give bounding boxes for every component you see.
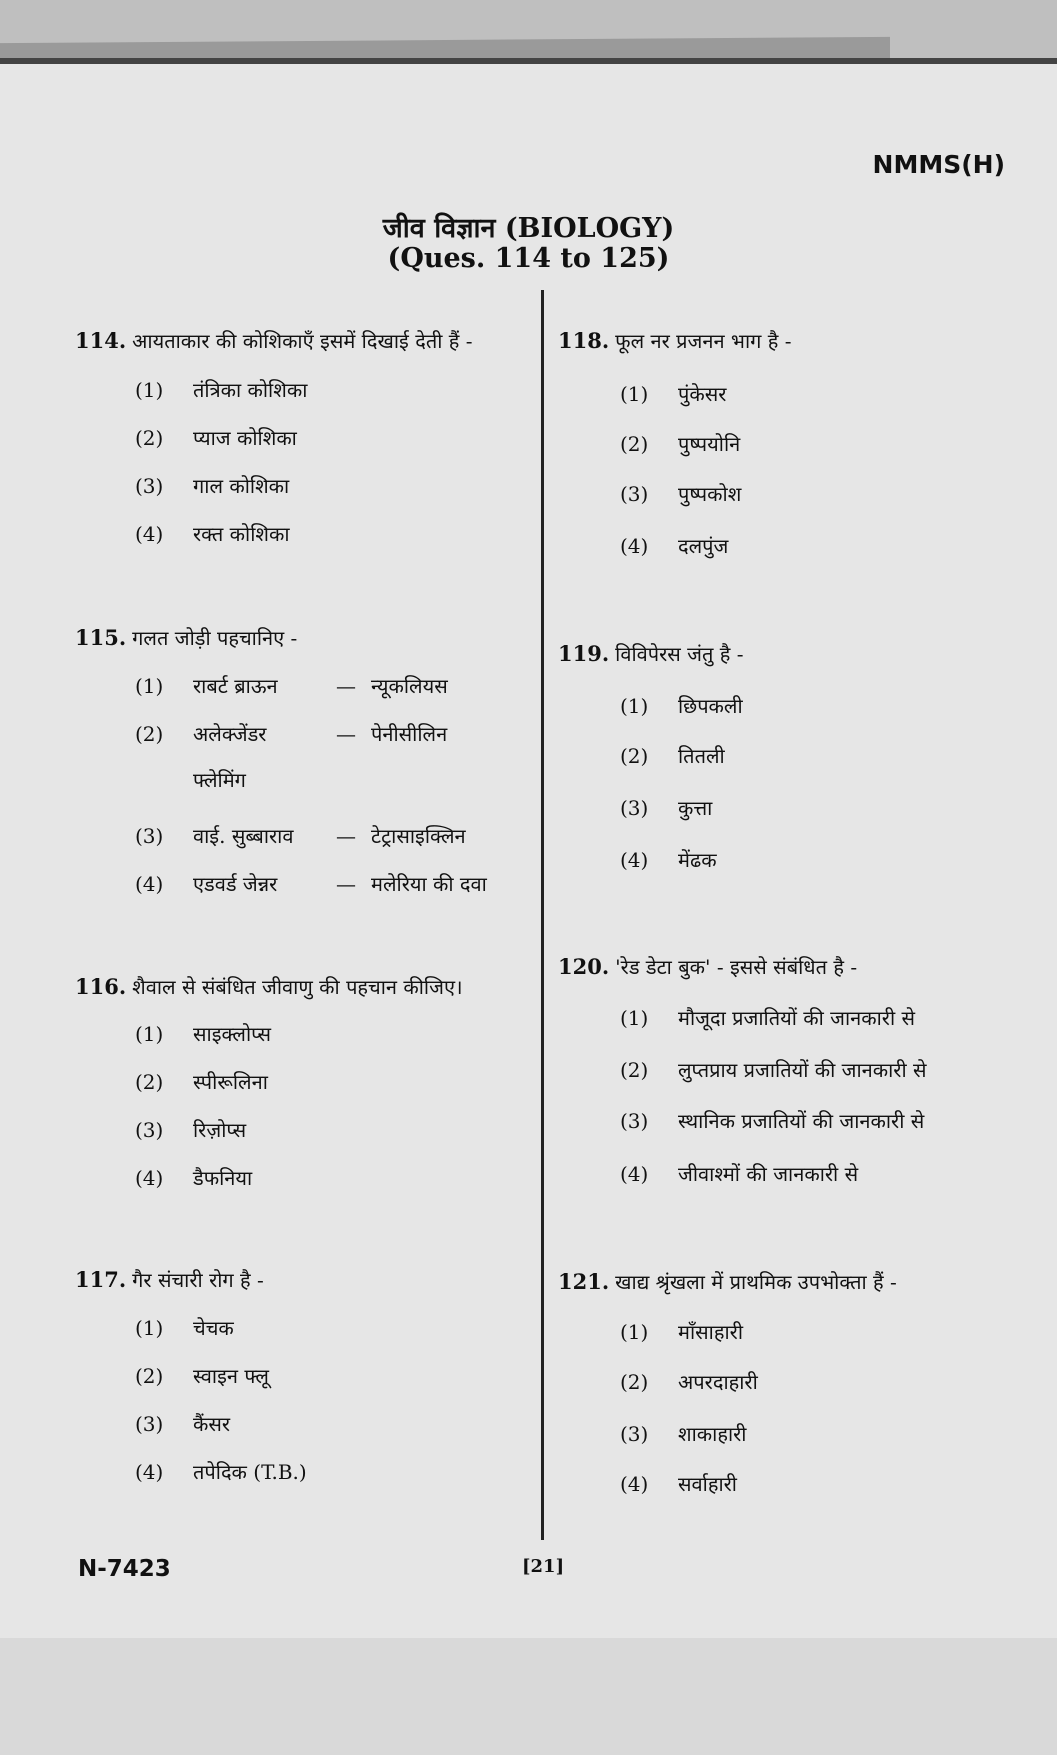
- question-115: [75, 624, 297, 651]
- option-116-2[interactable]: (2) स्पीरूलिना: [135, 1070, 268, 1094]
- section-title: जीव विज्ञान (BIOLOGY): [382, 213, 675, 244]
- section-subtitle: (Ques. 114 to 125): [387, 243, 670, 274]
- option-119-2[interactable]: (2) तितली: [620, 744, 725, 768]
- option-115-2[interactable]: (2) अलेक्जेंडर — पेनीसीलिन: [135, 722, 448, 746]
- question-114: [75, 327, 473, 354]
- option-117-1[interactable]: (1) चेचक: [135, 1316, 234, 1340]
- option-118-2[interactable]: (2) पुष्पयोनि: [620, 432, 741, 456]
- option-121-4[interactable]: (4) सर्वाहारी: [620, 1472, 737, 1496]
- option-115-4[interactable]: (4) एडवर्ड जेन्नर — मलेरिया की दवा: [135, 872, 487, 896]
- option-116-4[interactable]: (4) डैफनिया: [135, 1166, 253, 1190]
- question-stem: आयताकार की कोशिकाएँ इसमें दिखाई देती हैं -: [132, 329, 473, 353]
- option-117-4[interactable]: (4) तपेदिक (T.B.): [135, 1460, 307, 1484]
- option-115-3[interactable]: (3) वाई. सुब्बाराव — टेट्रासाइक्लिन: [135, 824, 466, 848]
- option-114-4[interactable]: (4) रक्त कोशिका: [135, 522, 290, 546]
- question-stem: खाद्य श्रृंखला में प्राथमिक उपभोक्ता हैं -: [615, 1270, 897, 1294]
- question-stem: फूल नर प्रजनन भाग है -: [615, 329, 792, 353]
- question-stem: गलत जोड़ी पहचानिए -: [132, 626, 298, 650]
- page-number: [21]: [522, 1556, 565, 1577]
- question-stem: गैर संचारी रोग है -: [132, 1268, 264, 1292]
- booklet-code: N-7423: [78, 1556, 171, 1582]
- question-number: 115.: [75, 625, 127, 650]
- question-number: 118.: [558, 328, 610, 353]
- question-116: [75, 973, 463, 1000]
- question-number: 119.: [558, 641, 610, 666]
- question-119: [558, 640, 744, 667]
- question-stem: विविपेरस जंतु है -: [615, 642, 744, 666]
- question-stem: 'रेड डेटा बुक' - इससे संबंधित है -: [615, 955, 858, 979]
- option-119-1[interactable]: (1) छिपकली: [620, 694, 743, 718]
- question-118: [558, 327, 792, 354]
- question-stem: शैवाल से संबंधित जीवाणु की पहचान कीजिए।: [132, 975, 463, 999]
- question-121: [558, 1268, 897, 1295]
- question-number: 120.: [558, 954, 610, 979]
- option-119-4[interactable]: (4) मेंढक: [620, 848, 717, 872]
- question-number: 121.: [558, 1269, 610, 1294]
- option-118-1[interactable]: (1) पुंकेसर: [620, 382, 727, 406]
- page-background: [0, 1638, 1057, 1755]
- option-116-3[interactable]: (3) रिज़ोप्स: [135, 1118, 247, 1142]
- option-114-2[interactable]: (2) प्याज कोशिका: [135, 426, 297, 450]
- option-120-3[interactable]: (3) स्थानिक प्रजातियों की जानकारी से: [620, 1109, 925, 1133]
- option-121-1[interactable]: (1) माँसाहारी: [620, 1320, 743, 1344]
- option-121-3[interactable]: (3) शाकाहारी: [620, 1422, 747, 1446]
- question-120: [558, 953, 857, 980]
- exam-code: NMMS(H): [872, 150, 1005, 179]
- option-120-4[interactable]: (4) जीवाश्मों की जानकारी से: [620, 1162, 859, 1186]
- option-120-2[interactable]: (2) लुप्तप्राय प्रजातियों की जानकारी से: [620, 1058, 927, 1082]
- question-number: 114.: [75, 328, 127, 353]
- exam-page: [0, 58, 1057, 1644]
- option-114-3[interactable]: (3) गाल कोशिका: [135, 474, 290, 498]
- option-117-3[interactable]: (3) कैंसर: [135, 1412, 231, 1436]
- option-119-3[interactable]: (3) कुत्ता: [620, 796, 713, 820]
- option-115-1[interactable]: (1) राबर्ट ब्राऊन — न्यूकलियस: [135, 674, 448, 698]
- question-number: 116.: [75, 974, 127, 999]
- option-115-2-continued: फ्लेमिंग: [193, 768, 246, 792]
- question-number: 117.: [75, 1267, 127, 1292]
- option-118-3[interactable]: (3) पुष्पकोश: [620, 482, 742, 506]
- option-121-2[interactable]: (2) अपरदाहारी: [620, 1370, 758, 1394]
- option-114-1[interactable]: (1) तंत्रिका कोशिका: [135, 378, 308, 402]
- option-120-1[interactable]: (1) मौजूदा प्रजातियों की जानकारी से: [620, 1006, 916, 1030]
- option-116-1[interactable]: (1) साइक्लोप्स: [135, 1022, 271, 1046]
- column-divider: [541, 290, 544, 1540]
- option-117-2[interactable]: (2) स्वाइन फ्लू: [135, 1364, 269, 1388]
- option-118-4[interactable]: (4) दलपुंज: [620, 534, 729, 558]
- question-117: [75, 1266, 264, 1293]
